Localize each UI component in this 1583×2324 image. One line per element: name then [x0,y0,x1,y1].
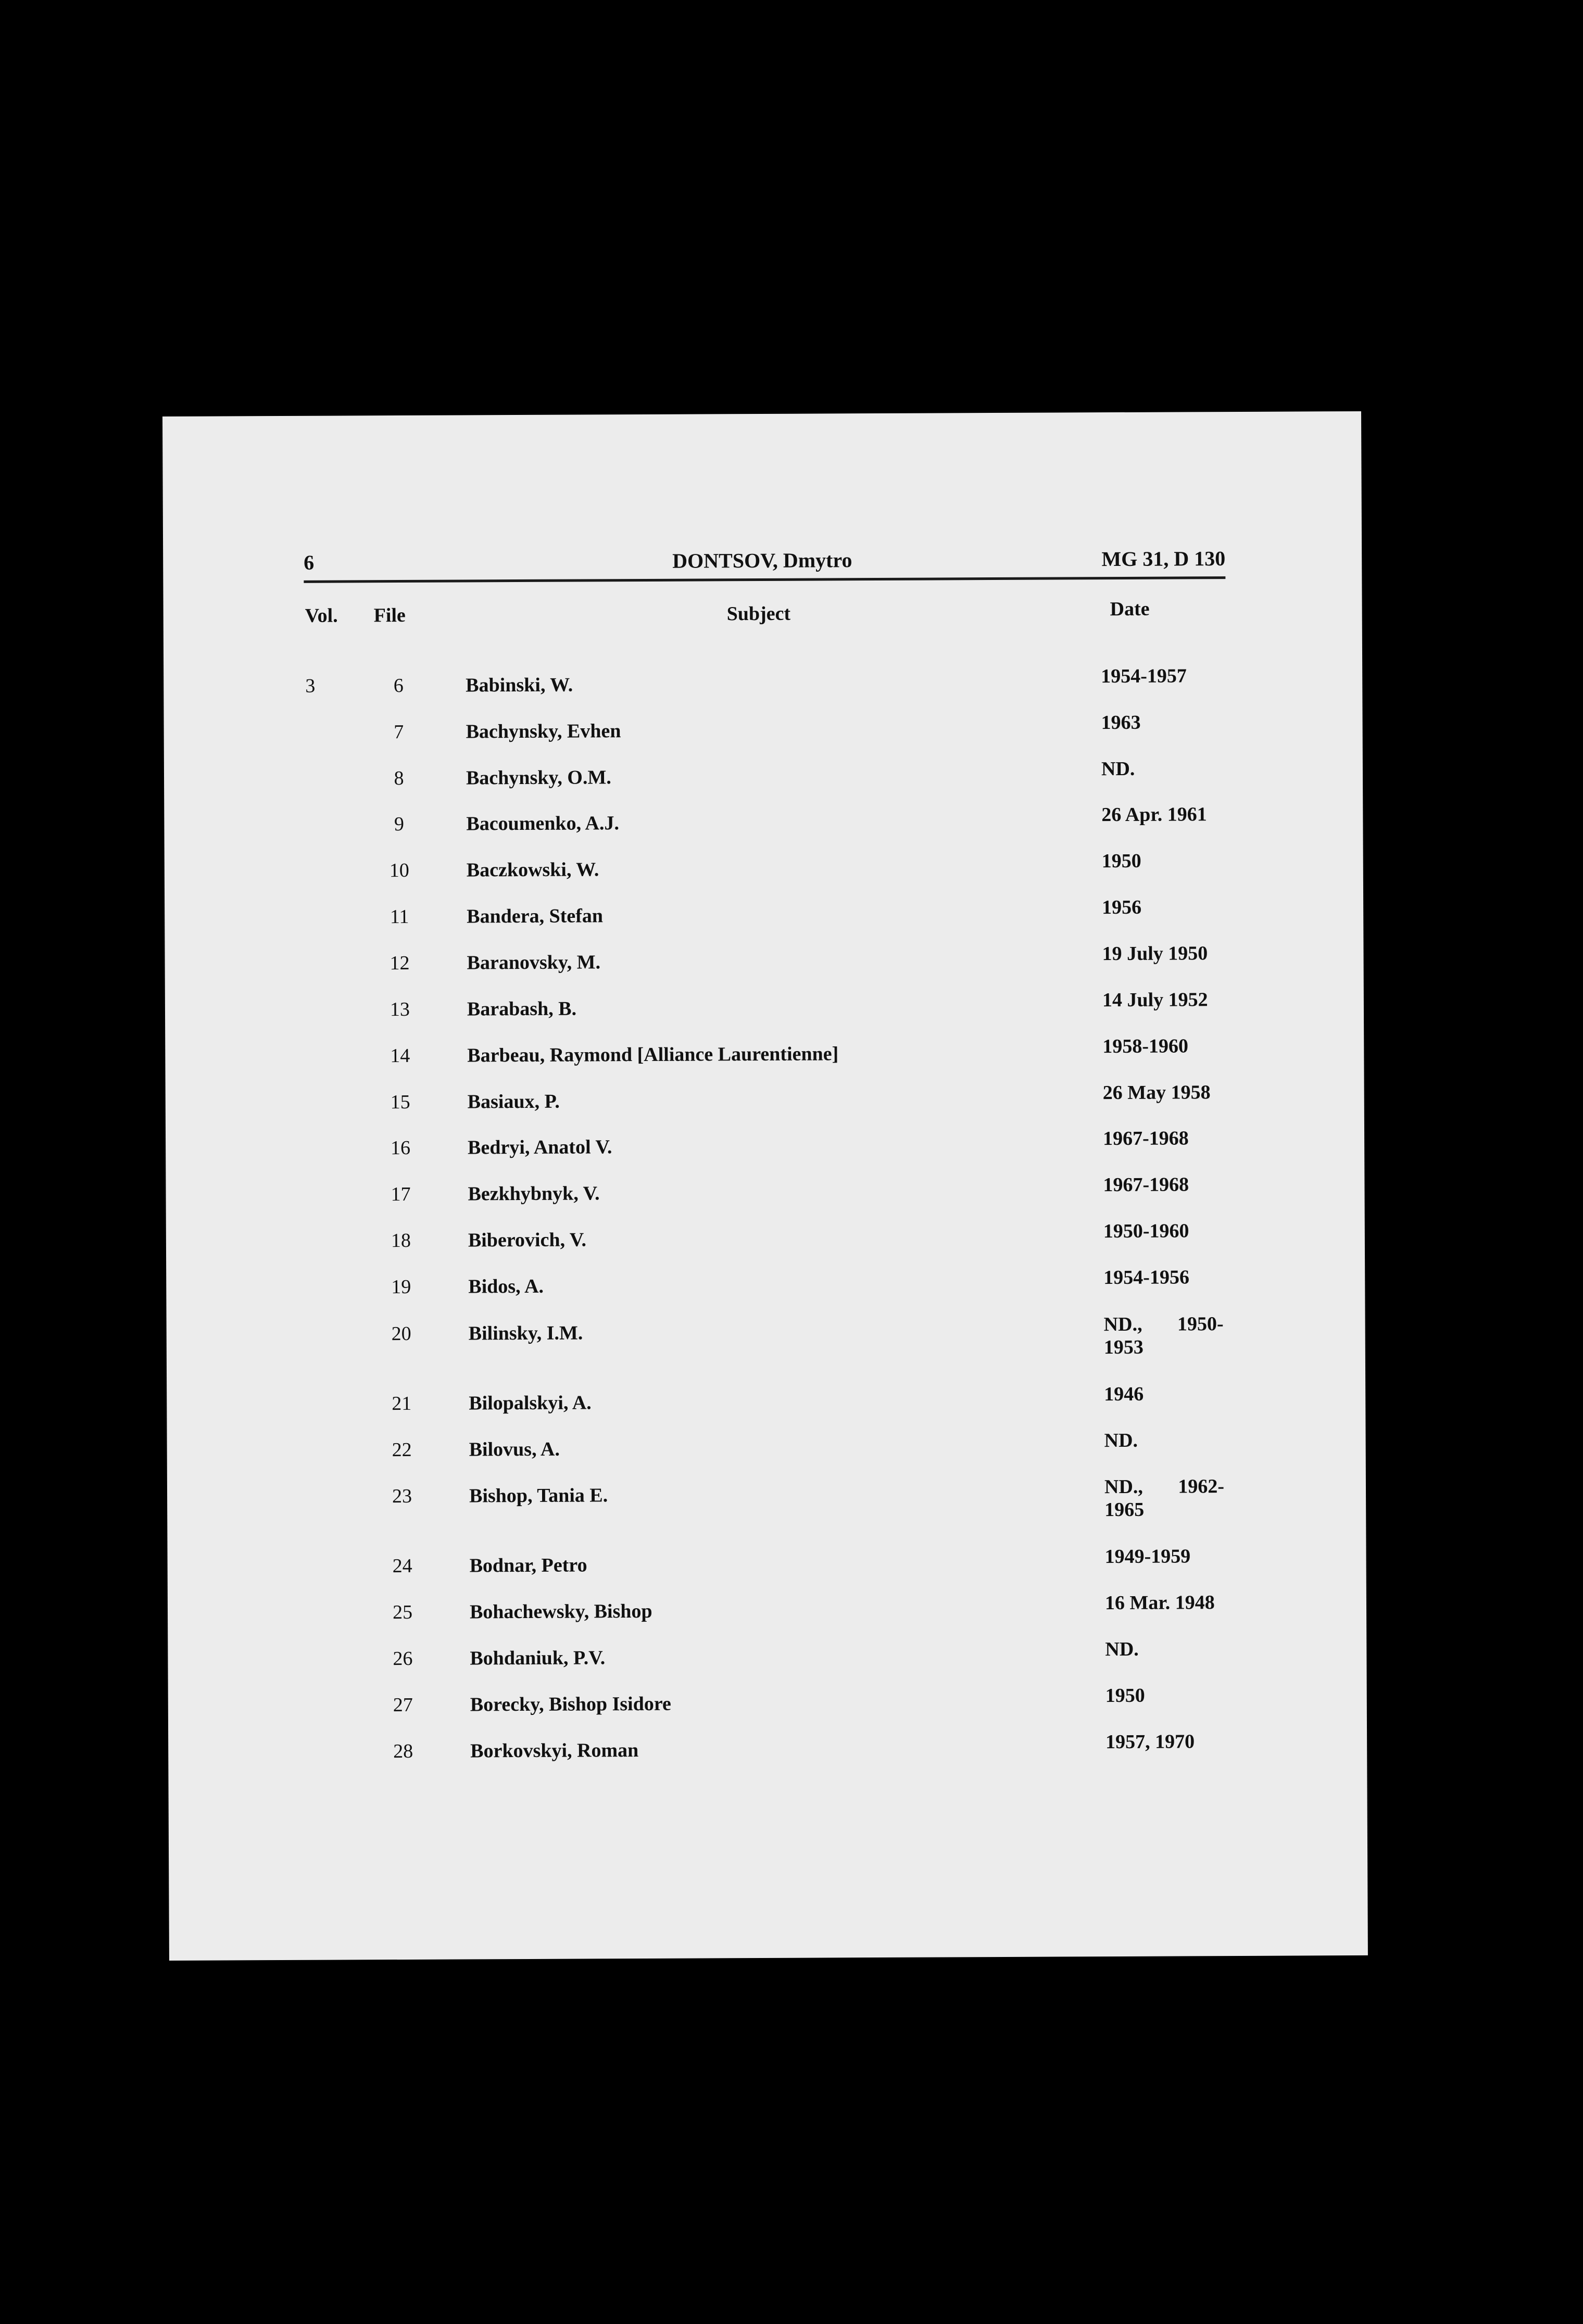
row-file: 25 [392,1601,413,1624]
row-file: 17 [391,1183,411,1206]
row-subject: Bedryi, Anatol V. [468,1136,612,1159]
row-subject: Bidos, A. [468,1275,544,1298]
row-date: 1950-1960 [1103,1220,1189,1243]
row-date: ND. [1104,1429,1138,1452]
table-row [164,757,1363,790]
row-date-part: ND., [1103,1313,1142,1336]
document-page [162,411,1368,1961]
row-date: 1958-1960 [1102,1035,1189,1058]
row-date: 1946 [1104,1383,1144,1406]
row-subject: Baranovsky, M. [467,951,601,974]
table-row [165,850,1363,882]
table-row [165,942,1363,975]
row-date: 1963 [1101,711,1141,734]
table-row [167,1475,1366,1521]
column-header-vol: Vol. [305,604,338,627]
row-subject: Bilinsky, I.M. [468,1322,583,1345]
row-subject: Bachynsky, Evhen [466,720,621,743]
row-date-part: 1962- [1178,1475,1225,1498]
table-row [166,1220,1365,1252]
table-row [166,1173,1364,1206]
table-row [164,803,1363,836]
table-row [165,989,1364,1021]
table-row [164,711,1363,743]
row-subject: Bodnar, Petro [469,1554,587,1577]
row-file: 18 [391,1229,411,1252]
row-date: 16 Mar. 1948 [1104,1592,1215,1614]
row-file: 7 [394,721,404,743]
row-subject: Bilopalskyi, A. [469,1392,592,1414]
row-subject: Baczkowski, W. [466,858,599,881]
row-subject: Barbeau, Raymond [Alliance Laurentienne] [467,1043,839,1067]
row-date: 1957, 1970 [1105,1731,1195,1753]
row-subject: Bezkhybnyk, V. [468,1182,600,1205]
row-subject: Basiaux, P. [467,1090,560,1113]
row-subject: Babinski, W. [466,674,573,697]
row-date: 1956 [1102,896,1142,919]
page-number: 6 [304,550,315,574]
row-date [1104,1312,1224,1359]
row-file: 28 [393,1740,413,1763]
row-file: 12 [390,952,410,975]
table-row [164,665,1362,697]
row-file: 23 [392,1485,412,1508]
column-header-subject: Subject [726,602,791,625]
table-row [168,1684,1367,1716]
row-file: 22 [392,1438,412,1461]
row-file: 15 [390,1091,410,1114]
table-row [167,1313,1365,1359]
row-date: ND. [1105,1638,1139,1661]
row-date: ND. [1101,757,1135,780]
column-header-date: Date [1110,598,1150,621]
row-subject: Biberovich, V. [468,1229,586,1252]
row-file: 9 [394,813,405,836]
row-date: 1967-1968 [1102,1127,1189,1150]
row-file: 8 [394,767,404,790]
row-subject: Borkovskyi, Roman [470,1739,639,1762]
row-file: 14 [390,1044,410,1067]
row-subject: Barabash, B. [467,997,577,1020]
row-date-part: 1953 [1103,1336,1144,1359]
row-file: 24 [392,1555,412,1577]
row-date-part: 1950- [1177,1313,1224,1335]
row-date-part: 1965 [1104,1498,1145,1521]
row-file: 19 [391,1275,411,1298]
row-file: 27 [393,1694,413,1716]
row-date: 1954-1956 [1103,1266,1189,1289]
row-date: 1954-1957 [1101,665,1187,688]
row-subject: Bacoumenko, A.J. [466,812,619,835]
row-date: 1949-1959 [1104,1545,1191,1568]
table-row [165,896,1363,928]
fonds-reference: MG 31, D 130 [1101,547,1226,571]
row-date: 26 Apr. 1961 [1101,803,1207,826]
table-row [165,1035,1364,1067]
column-header-file: File [373,604,406,627]
row-subject: Bandera, Stefan [467,905,604,928]
row-file: 26 [393,1647,413,1670]
table-row [166,1127,1364,1159]
row-file: 11 [390,905,409,928]
row-date: 1967-1968 [1103,1173,1189,1196]
table-row [168,1731,1367,1763]
row-date: 19 July 1950 [1102,942,1208,965]
row-date-part: ND., [1104,1475,1143,1498]
table-row [167,1383,1365,1415]
row-file: 20 [391,1322,411,1345]
row-subject: Bohachewsky, Bishop [469,1600,652,1623]
row-file: 13 [390,998,410,1021]
row-subject: Bachynsky, O.M. [466,766,611,789]
row-file: 16 [391,1136,411,1159]
table-row [168,1545,1366,1577]
table-row [167,1429,1366,1461]
table-row [168,1592,1366,1624]
row-subject: Bilovus, A. [469,1438,560,1461]
row-subject: Borecky, Bishop Isidore [470,1693,671,1716]
table-row [166,1266,1365,1298]
header-rule [304,576,1225,583]
row-vol: 3 [305,675,316,697]
row-date [1104,1475,1224,1521]
row-file: 10 [389,859,409,882]
page-title: DONTSOV, Dmytro [672,548,852,573]
row-subject: Bishop, Tania E. [469,1484,608,1507]
table-row [166,1081,1364,1114]
row-date: 26 May 1958 [1102,1081,1211,1104]
row-date: 1950 [1105,1684,1145,1707]
row-file: 6 [393,674,404,697]
table-row [168,1638,1366,1670]
row-subject: Bohdaniuk, P.V. [470,1647,606,1670]
row-file: 21 [392,1392,412,1415]
row-date: 1950 [1101,850,1141,873]
row-date: 14 July 1952 [1102,989,1208,1012]
